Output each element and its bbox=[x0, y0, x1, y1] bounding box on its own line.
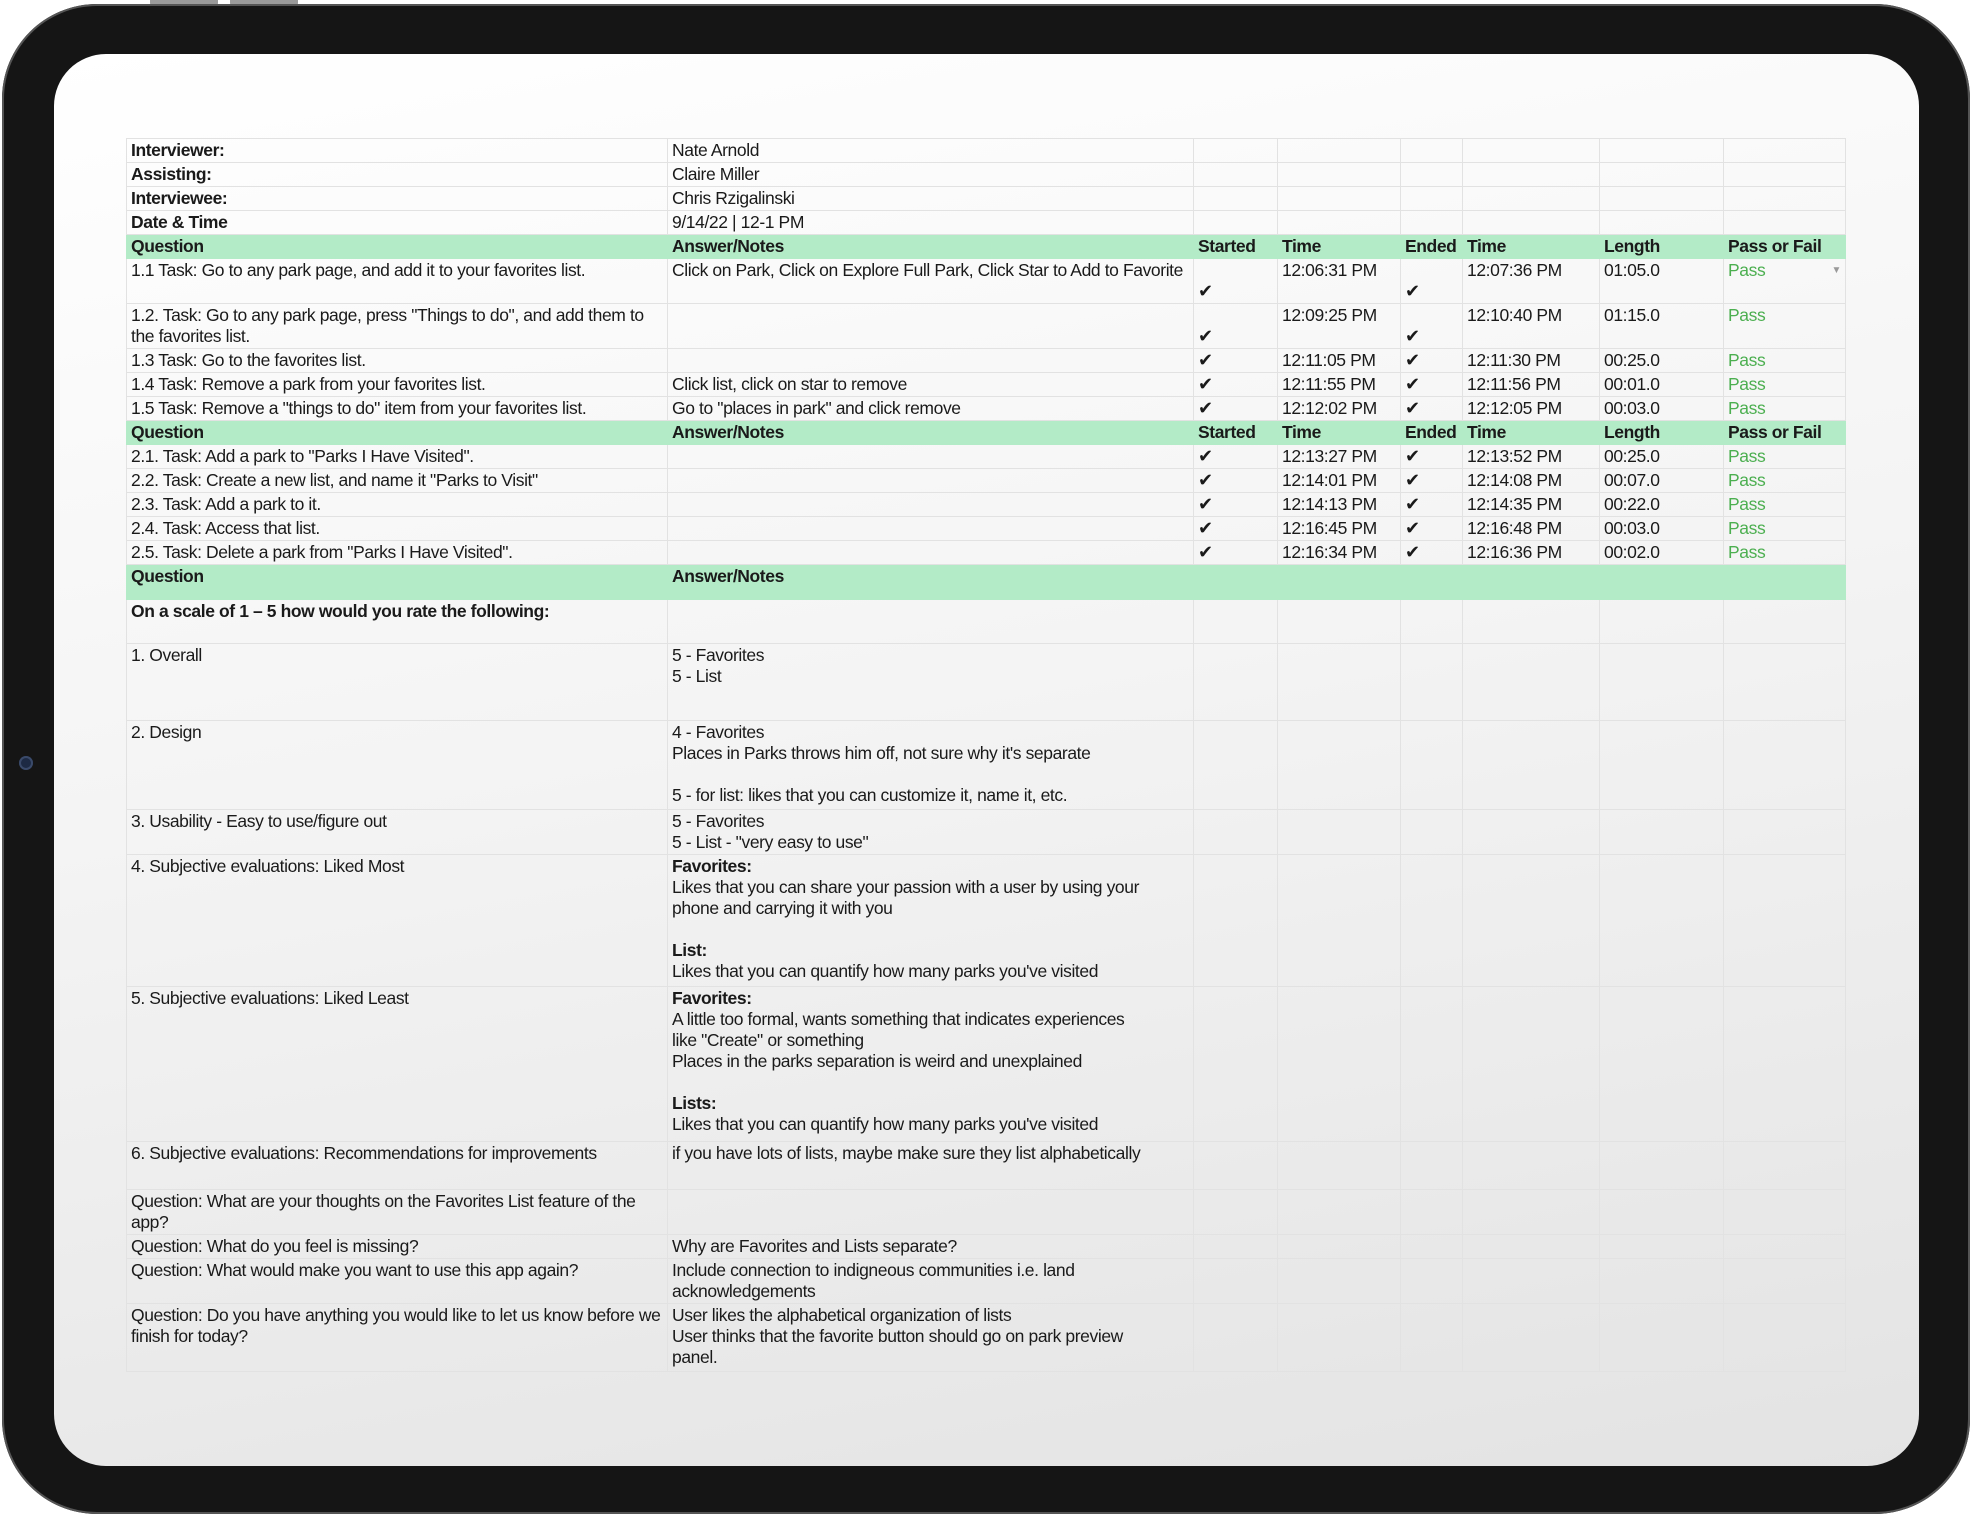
started-check[interactable]: ✔ bbox=[1194, 517, 1278, 541]
empty-cell[interactable] bbox=[1463, 187, 1600, 211]
answer-notes[interactable] bbox=[668, 810, 1194, 855]
question-text[interactable]: 4. Subjective evaluations: Liked Most bbox=[127, 855, 668, 987]
empty-cell[interactable] bbox=[1401, 211, 1463, 235]
column-header-ended: Ended bbox=[1401, 235, 1463, 259]
empty-cell[interactable] bbox=[1401, 810, 1463, 855]
task-notes[interactable] bbox=[668, 493, 1194, 517]
empty-cell[interactable] bbox=[1463, 721, 1600, 810]
empty-cell[interactable] bbox=[1724, 139, 1846, 163]
column-header-question: Question bbox=[127, 565, 668, 600]
started-check[interactable]: ✔ bbox=[1194, 541, 1278, 565]
question-row bbox=[127, 855, 1846, 987]
start-time[interactable]: 12:16:34 PM bbox=[1278, 541, 1401, 565]
empty-cell[interactable] bbox=[1194, 139, 1278, 163]
answer-line: Likes that you can quantify how many parks you've visited bbox=[672, 1114, 1099, 1134]
empty-cell[interactable] bbox=[1463, 987, 1600, 1142]
empty-cell[interactable] bbox=[1401, 721, 1463, 810]
info-row bbox=[127, 211, 1846, 235]
ended-check[interactable]: ✔ bbox=[1401, 304, 1463, 349]
task-length[interactable]: 00:07.0 bbox=[1600, 469, 1724, 493]
start-time[interactable]: 12:14:01 PM bbox=[1278, 469, 1401, 493]
pass-fail-select[interactable]: Pass bbox=[1724, 469, 1846, 493]
empty-cell[interactable] bbox=[1463, 1190, 1600, 1235]
task-question[interactable]: 1.4 Task: Remove a park from your favorites list. bbox=[127, 373, 668, 397]
task-question[interactable]: 2.5. Task: Delete a park from "Parks I Have Visited". bbox=[127, 541, 668, 565]
answer-line: 5 - List bbox=[672, 666, 722, 686]
task-notes[interactable] bbox=[668, 541, 1194, 565]
task-question[interactable]: 2.4. Task: Access that list. bbox=[127, 517, 668, 541]
column-header-start-time bbox=[1278, 565, 1401, 600]
ended-check[interactable]: ✔ bbox=[1401, 517, 1463, 541]
question-text[interactable]: 1. Overall bbox=[127, 644, 668, 721]
column-header-started: Started bbox=[1194, 421, 1278, 445]
info-value[interactable]: Claire Miller bbox=[668, 163, 1194, 187]
question-row bbox=[127, 1142, 1846, 1190]
answer-line: List: bbox=[672, 940, 707, 960]
task-length[interactable]: 00:03.0 bbox=[1600, 397, 1724, 421]
empty-cell[interactable] bbox=[1194, 855, 1278, 987]
empty-cell[interactable] bbox=[1278, 1235, 1401, 1259]
answer-line: 5 - Favorites bbox=[672, 811, 765, 831]
column-header-question: Question bbox=[127, 421, 668, 445]
task-length[interactable]: 01:05.0 bbox=[1600, 259, 1724, 304]
empty-cell[interactable] bbox=[1724, 1142, 1846, 1190]
ended-check[interactable]: ✔ bbox=[1401, 445, 1463, 469]
empty-cell[interactable] bbox=[1401, 187, 1463, 211]
empty-cell[interactable] bbox=[1401, 855, 1463, 987]
empty-cell[interactable] bbox=[1194, 1235, 1278, 1259]
empty-cell[interactable] bbox=[1278, 987, 1401, 1142]
start-time[interactable]: 12:16:45 PM bbox=[1278, 517, 1401, 541]
ended-check[interactable]: ✔ bbox=[1401, 373, 1463, 397]
empty-cell[interactable] bbox=[1401, 1235, 1463, 1259]
ended-check[interactable]: ✔ bbox=[1401, 259, 1463, 304]
dropdown-arrow-icon[interactable]: ▼ bbox=[1831, 265, 1841, 276]
task-length[interactable]: 00:25.0 bbox=[1600, 445, 1724, 469]
empty-cell[interactable] bbox=[1401, 163, 1463, 187]
end-time[interactable]: 12:14:35 PM bbox=[1463, 493, 1600, 517]
task-question[interactable]: 2.1. Task: Add a park to "Parks I Have Visited". bbox=[127, 445, 668, 469]
answer-line bbox=[672, 919, 1189, 940]
question-row bbox=[127, 987, 1846, 1142]
empty-cell[interactable] bbox=[1600, 163, 1724, 187]
info-row bbox=[127, 139, 1846, 163]
pass-fail-select[interactable]: Pass ▼ bbox=[1724, 259, 1846, 304]
empty-cell[interactable] bbox=[1600, 1235, 1724, 1259]
pass-fail-select[interactable]: Pass bbox=[1724, 541, 1846, 565]
column-header-started: Started bbox=[1194, 235, 1278, 259]
info-row bbox=[127, 187, 1846, 211]
task-row bbox=[127, 517, 1846, 541]
task-question[interactable]: 1.3 Task: Go to the favorites list. bbox=[127, 349, 668, 373]
empty-cell[interactable] bbox=[1194, 1259, 1278, 1304]
answer-line: Places in the parks separation is weird and unexplained bbox=[672, 1051, 1082, 1071]
answer-line: Likes that you can quantify how many parks you've visited bbox=[672, 961, 1099, 981]
empty-cell[interactable] bbox=[1401, 139, 1463, 163]
ended-check[interactable]: ✔ bbox=[1401, 493, 1463, 517]
answer-notes[interactable] bbox=[668, 855, 1194, 987]
answer-line: like "Create" or something bbox=[672, 1030, 864, 1050]
empty-cell[interactable] bbox=[1724, 810, 1846, 855]
started-check[interactable]: ✔ bbox=[1194, 349, 1278, 373]
empty-cell[interactable] bbox=[1724, 1259, 1846, 1304]
empty-cell[interactable] bbox=[1724, 211, 1846, 235]
empty-cell[interactable] bbox=[1194, 163, 1278, 187]
empty-cell[interactable] bbox=[1600, 644, 1724, 721]
answer-line: 5 - Favorites bbox=[672, 645, 765, 665]
answer-notes[interactable] bbox=[668, 1142, 1194, 1190]
task-row bbox=[127, 493, 1846, 517]
end-time[interactable]: 12:16:48 PM bbox=[1463, 517, 1600, 541]
answer-line: Favorites: bbox=[672, 856, 752, 876]
empty-cell[interactable] bbox=[1194, 1304, 1278, 1372]
answer-line: Places in Parks throws him off, not sure why it's separate bbox=[672, 743, 1091, 763]
empty-cell[interactable] bbox=[1194, 187, 1278, 211]
info-row bbox=[127, 163, 1846, 187]
column-header-length bbox=[1600, 565, 1724, 600]
empty-cell[interactable] bbox=[1401, 644, 1463, 721]
answer-line: if you have lots of lists, maybe make sure they list alphabetically bbox=[672, 1143, 1141, 1163]
start-time[interactable]: 12:14:13 PM bbox=[1278, 493, 1401, 517]
answer-line: Why are Favorites and Lists separate? bbox=[672, 1236, 957, 1256]
task-row bbox=[127, 373, 1846, 397]
empty-cell[interactable] bbox=[1278, 721, 1401, 810]
task-row bbox=[127, 469, 1846, 493]
question-text[interactable]: Question: What do you feel is missing? bbox=[127, 1235, 668, 1259]
task-row bbox=[127, 259, 1846, 304]
empty-cell[interactable] bbox=[1401, 600, 1463, 644]
answer-notes[interactable] bbox=[668, 987, 1194, 1142]
started-check[interactable]: ✔ bbox=[1194, 304, 1278, 349]
answer-line: Lists: bbox=[672, 1093, 717, 1113]
task-row bbox=[127, 304, 1846, 349]
answer-line bbox=[672, 764, 1189, 785]
task-notes[interactable] bbox=[668, 304, 1194, 349]
question-text[interactable]: Question: What are your thoughts on the Favorites List feature of the app? bbox=[127, 1190, 668, 1235]
empty-cell[interactable] bbox=[1600, 721, 1724, 810]
end-time[interactable]: 12:14:08 PM bbox=[1463, 469, 1600, 493]
empty-cell[interactable] bbox=[1401, 1259, 1463, 1304]
answer-line: panel. bbox=[672, 1347, 718, 1367]
answer-notes[interactable] bbox=[668, 600, 1194, 644]
task-row bbox=[127, 349, 1846, 373]
task-length[interactable]: 00:02.0 bbox=[1600, 541, 1724, 565]
column-header-pass-or-fail: Pass or Fail bbox=[1724, 235, 1846, 259]
empty-cell[interactable] bbox=[1194, 1190, 1278, 1235]
empty-cell[interactable] bbox=[1463, 211, 1600, 235]
empty-cell[interactable] bbox=[1724, 987, 1846, 1142]
start-time[interactable]: 12:11:55 PM bbox=[1278, 373, 1401, 397]
task-length[interactable]: 01:15.0 bbox=[1600, 304, 1724, 349]
column-header-end-time: Time bbox=[1463, 235, 1600, 259]
empty-cell[interactable] bbox=[1600, 1190, 1724, 1235]
question-text[interactable]: 5. Subjective evaluations: Liked Least bbox=[127, 987, 668, 1142]
question-text[interactable]: Question: Do you have anything you would like to let us know before we finish for today? bbox=[127, 1304, 668, 1372]
empty-cell[interactable] bbox=[1194, 211, 1278, 235]
answer-line: Likes that you can share your passion with a user by using your bbox=[672, 877, 1140, 897]
empty-cell[interactable] bbox=[1278, 600, 1401, 644]
answer-notes[interactable] bbox=[668, 1259, 1194, 1304]
empty-cell[interactable] bbox=[1401, 987, 1463, 1142]
task-length[interactable]: 00:25.0 bbox=[1600, 349, 1724, 373]
column-header-length: Length bbox=[1600, 235, 1724, 259]
empty-cell[interactable] bbox=[1463, 855, 1600, 987]
column-header-answer-notes: Answer/Notes bbox=[668, 235, 1194, 259]
task-notes[interactable] bbox=[668, 349, 1194, 373]
empty-cell[interactable] bbox=[1724, 644, 1846, 721]
empty-cell[interactable] bbox=[1600, 139, 1724, 163]
empty-cell[interactable] bbox=[1194, 644, 1278, 721]
answer-notes[interactable] bbox=[668, 1190, 1194, 1235]
answer-notes[interactable] bbox=[668, 721, 1194, 810]
ended-check[interactable]: ✔ bbox=[1401, 541, 1463, 565]
interview-spreadsheet bbox=[126, 138, 1846, 1372]
empty-cell[interactable] bbox=[1278, 1190, 1401, 1235]
empty-cell[interactable] bbox=[1194, 600, 1278, 644]
task-row bbox=[127, 541, 1846, 565]
answer-notes[interactable] bbox=[668, 1304, 1194, 1372]
end-time[interactable]: 12:11:56 PM bbox=[1463, 373, 1600, 397]
end-time[interactable]: 12:12:05 PM bbox=[1463, 397, 1600, 421]
start-time[interactable]: 12:06:31 PM bbox=[1278, 259, 1401, 304]
empty-cell[interactable] bbox=[1600, 600, 1724, 644]
question-row bbox=[127, 721, 1846, 810]
task-question[interactable]: 2.3. Task: Add a park to it. bbox=[127, 493, 668, 517]
ended-check[interactable]: ✔ bbox=[1401, 397, 1463, 421]
empty-cell[interactable] bbox=[1463, 139, 1600, 163]
answer-line bbox=[672, 1072, 1189, 1093]
empty-cell[interactable] bbox=[1724, 187, 1846, 211]
empty-cell[interactable] bbox=[1463, 810, 1600, 855]
empty-cell[interactable] bbox=[1194, 987, 1278, 1142]
column-header-answer-notes: Answer/Notes bbox=[668, 421, 1194, 445]
empty-cell[interactable] bbox=[1600, 987, 1724, 1142]
empty-cell[interactable] bbox=[1724, 1304, 1846, 1372]
empty-cell[interactable] bbox=[1278, 211, 1401, 235]
question-text[interactable]: On a scale of 1 – 5 how would you rate the following: bbox=[127, 600, 668, 644]
end-time[interactable]: 12:16:36 PM bbox=[1463, 541, 1600, 565]
task-notes[interactable] bbox=[668, 517, 1194, 541]
column-header-question: Question bbox=[127, 235, 668, 259]
question-row bbox=[127, 1304, 1846, 1372]
empty-cell[interactable] bbox=[1194, 810, 1278, 855]
start-time[interactable]: 12:09:25 PM bbox=[1278, 304, 1401, 349]
empty-cell[interactable] bbox=[1600, 211, 1724, 235]
question-row bbox=[127, 1235, 1846, 1259]
empty-cell[interactable] bbox=[1278, 1259, 1401, 1304]
pass-fail-select[interactable]: Pass bbox=[1724, 397, 1846, 421]
empty-cell[interactable] bbox=[1724, 855, 1846, 987]
task-question[interactable]: 1.1 Task: Go to any park page, and add it to your favorites list. bbox=[127, 259, 668, 304]
empty-cell[interactable] bbox=[1724, 1235, 1846, 1259]
empty-cell[interactable] bbox=[1600, 187, 1724, 211]
question-row bbox=[127, 600, 1846, 644]
started-check[interactable]: ✔ bbox=[1194, 373, 1278, 397]
empty-cell[interactable] bbox=[1724, 163, 1846, 187]
question-row bbox=[127, 1259, 1846, 1304]
task-notes[interactable]: Go to "places in park" and click remove bbox=[668, 397, 1194, 421]
task-row bbox=[127, 397, 1846, 421]
column-header-answer-notes: Answer/Notes bbox=[668, 565, 1194, 600]
question-row bbox=[127, 644, 1846, 721]
tablet-screen bbox=[54, 54, 1919, 1466]
empty-cell[interactable] bbox=[1278, 139, 1401, 163]
end-time[interactable]: 12:11:30 PM bbox=[1463, 349, 1600, 373]
question-row bbox=[127, 1190, 1846, 1235]
started-check[interactable]: ✔ bbox=[1194, 259, 1278, 304]
pass-fail-select[interactable]: Pass bbox=[1724, 373, 1846, 397]
end-time[interactable]: 12:07:36 PM bbox=[1463, 259, 1600, 304]
answer-line: Include connection to indigneous communities i.e. land bbox=[672, 1260, 1075, 1280]
task-question[interactable]: 1.5 Task: Remove a "things to do" item from your favorites list. bbox=[127, 397, 668, 421]
info-label[interactable]: Interviewer: bbox=[127, 139, 668, 163]
empty-cell[interactable] bbox=[1194, 721, 1278, 810]
end-time[interactable]: 12:10:40 PM bbox=[1463, 304, 1600, 349]
question-text[interactable]: 2. Design bbox=[127, 721, 668, 810]
empty-cell[interactable] bbox=[1600, 1142, 1724, 1190]
empty-cell[interactable] bbox=[1401, 1190, 1463, 1235]
start-time[interactable]: 12:11:05 PM bbox=[1278, 349, 1401, 373]
task-length[interactable]: 00:22.0 bbox=[1600, 493, 1724, 517]
empty-cell[interactable] bbox=[1724, 1190, 1846, 1235]
info-value[interactable]: 9/14/22 | 12-1 PM bbox=[668, 211, 1194, 235]
column-header-end-time: Time bbox=[1463, 421, 1600, 445]
column-header-ended bbox=[1401, 565, 1463, 600]
empty-cell[interactable] bbox=[1401, 1304, 1463, 1372]
empty-cell[interactable] bbox=[1278, 1304, 1401, 1372]
info-value[interactable]: Chris Rzigalinski bbox=[668, 187, 1194, 211]
empty-cell[interactable] bbox=[1278, 187, 1401, 211]
task-notes[interactable]: Click list, click on star to remove bbox=[668, 373, 1194, 397]
task-notes[interactable] bbox=[668, 445, 1194, 469]
question-text[interactable]: 6. Subjective evaluations: Recommendations for improvements bbox=[127, 1142, 668, 1190]
question-text[interactable]: 3. Usability - Easy to use/figure out bbox=[127, 810, 668, 855]
answer-line: A little too formal, wants something that indicates experiences bbox=[672, 1009, 1125, 1029]
answer-line: 5 - List - "very easy to use" bbox=[672, 832, 869, 852]
start-time[interactable]: 12:12:02 PM bbox=[1278, 397, 1401, 421]
empty-cell[interactable] bbox=[1278, 1142, 1401, 1190]
column-header-start-time: Time bbox=[1278, 235, 1401, 259]
empty-cell[interactable] bbox=[1401, 1142, 1463, 1190]
camera-icon bbox=[19, 756, 33, 770]
pass-fail-select[interactable]: Pass bbox=[1724, 517, 1846, 541]
task-length[interactable]: 00:03.0 bbox=[1600, 517, 1724, 541]
empty-cell[interactable] bbox=[1278, 644, 1401, 721]
start-time[interactable]: 12:13:27 PM bbox=[1278, 445, 1401, 469]
answer-line: Favorites: bbox=[672, 988, 752, 1008]
started-check[interactable]: ✔ bbox=[1194, 493, 1278, 517]
answer-line: 4 - Favorites bbox=[672, 722, 765, 742]
info-label[interactable]: Date & Time bbox=[127, 211, 668, 235]
section-header-row bbox=[127, 421, 1846, 445]
empty-cell[interactable] bbox=[1278, 163, 1401, 187]
task-notes[interactable] bbox=[668, 469, 1194, 493]
empty-cell[interactable] bbox=[1600, 1304, 1724, 1372]
column-header-end-time bbox=[1463, 565, 1600, 600]
question-row bbox=[127, 810, 1846, 855]
answer-line: User thinks that the favorite button should go on park preview bbox=[672, 1326, 1123, 1346]
started-check[interactable]: ✔ bbox=[1194, 469, 1278, 493]
empty-cell[interactable] bbox=[1724, 600, 1846, 644]
empty-cell[interactable] bbox=[1600, 1259, 1724, 1304]
empty-cell[interactable] bbox=[1463, 1304, 1600, 1372]
pass-fail-select[interactable]: Pass bbox=[1724, 493, 1846, 517]
empty-cell[interactable] bbox=[1463, 644, 1600, 721]
question-text[interactable]: Question: What would make you want to use this app again? bbox=[127, 1259, 668, 1304]
ended-check[interactable]: ✔ bbox=[1401, 349, 1463, 373]
empty-cell[interactable] bbox=[1463, 163, 1600, 187]
empty-cell[interactable] bbox=[1600, 855, 1724, 987]
column-header-started bbox=[1194, 565, 1278, 600]
empty-cell[interactable] bbox=[1278, 810, 1401, 855]
empty-cell[interactable] bbox=[1463, 600, 1600, 644]
pass-fail-select[interactable]: Pass bbox=[1724, 349, 1846, 373]
ended-check[interactable]: ✔ bbox=[1401, 469, 1463, 493]
pass-fail-select[interactable]: Pass bbox=[1724, 304, 1846, 349]
task-row bbox=[127, 445, 1846, 469]
task-notes[interactable]: Click on Park, Click on Explore Full Park, Click Star to Add to Favorite bbox=[668, 259, 1194, 304]
task-question[interactable]: 2.2. Task: Create a new list, and name it "Parks to Visit" bbox=[127, 469, 668, 493]
task-length[interactable]: 00:01.0 bbox=[1600, 373, 1724, 397]
empty-cell[interactable] bbox=[1724, 721, 1846, 810]
section-header-row bbox=[127, 565, 1846, 600]
answer-line: 5 - for list: likes that you can customize it, name it, etc. bbox=[672, 785, 1068, 805]
info-value[interactable]: Nate Arnold bbox=[668, 139, 1194, 163]
empty-cell[interactable] bbox=[1194, 1142, 1278, 1190]
answer-notes[interactable] bbox=[668, 644, 1194, 721]
column-header-length: Length bbox=[1600, 421, 1724, 445]
empty-cell[interactable] bbox=[1463, 1235, 1600, 1259]
started-check[interactable]: ✔ bbox=[1194, 397, 1278, 421]
empty-cell[interactable] bbox=[1278, 855, 1401, 987]
task-question[interactable]: 1.2. Task: Go to any park page, press "Things to do", and add them to the favorites list. bbox=[127, 304, 668, 349]
empty-cell[interactable] bbox=[1463, 1259, 1600, 1304]
answer-line: phone and carrying it with you bbox=[672, 898, 893, 918]
empty-cell[interactable] bbox=[1463, 1142, 1600, 1190]
pass-fail-select[interactable]: Pass bbox=[1724, 445, 1846, 469]
answer-line: User likes the alphabetical organization of lists bbox=[672, 1305, 1012, 1325]
column-header-pass-or-fail bbox=[1724, 565, 1846, 600]
section-header-row bbox=[127, 235, 1846, 259]
answer-line: acknowledgements bbox=[672, 1281, 816, 1301]
empty-cell[interactable] bbox=[1600, 810, 1724, 855]
column-header-start-time: Time bbox=[1278, 421, 1401, 445]
column-header-pass-or-fail: Pass or Fail bbox=[1724, 421, 1846, 445]
answer-notes[interactable] bbox=[668, 1235, 1194, 1259]
info-label[interactable]: Interviewee: bbox=[127, 187, 668, 211]
started-check[interactable]: ✔ bbox=[1194, 445, 1278, 469]
column-header-ended: Ended bbox=[1401, 421, 1463, 445]
info-label[interactable]: Assisting: bbox=[127, 163, 668, 187]
end-time[interactable]: 12:13:52 PM bbox=[1463, 445, 1600, 469]
